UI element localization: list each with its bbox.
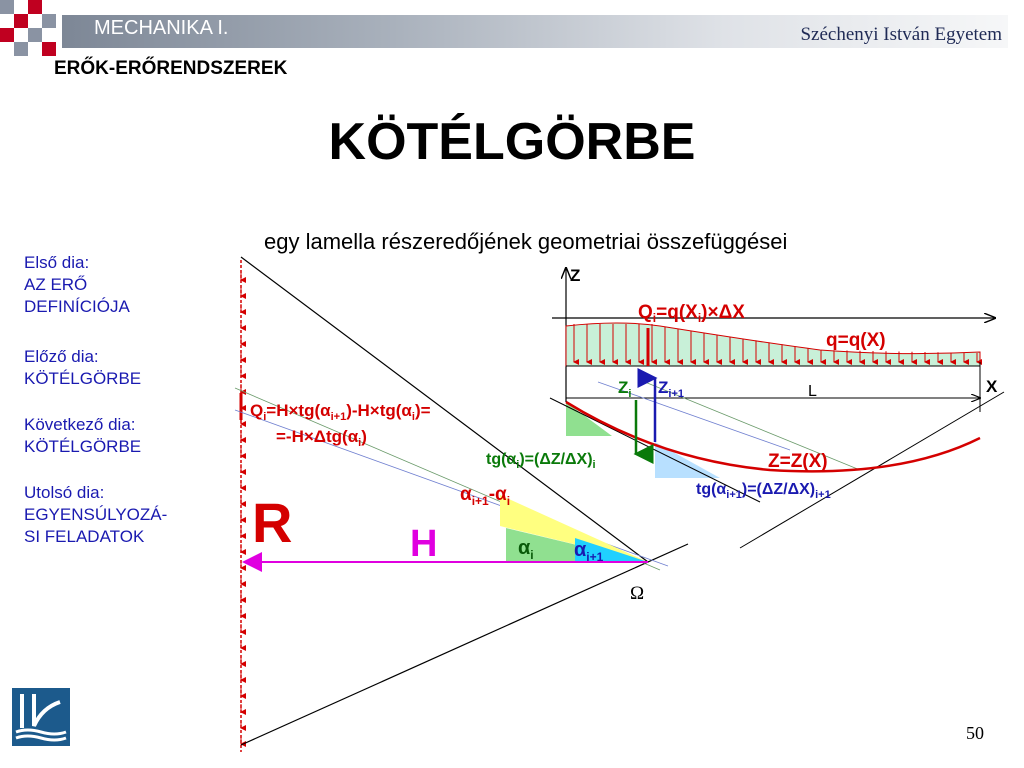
ray-bottom	[241, 544, 688, 745]
qi-equation-line2: $=-H\times\Delta tg(\alpha_i)$	[276, 427, 367, 449]
nav-next-label: Következő dia:	[24, 415, 136, 434]
chapter-title: ERŐK-ERŐRENDSZEREK	[54, 58, 288, 79]
diagram-caption: egy lamella részeredőjének geometriai összefüggései	[264, 229, 788, 254]
nav-last-target-2: SI FELADATOK	[24, 527, 145, 546]
load-formula: $Q_i=q(X_i)\times\Delta X$	[638, 302, 745, 325]
nav-last-label: Utolsó dia:	[24, 483, 105, 502]
z-axis-label: Z	[570, 266, 581, 285]
nav-first-target-1: AZ ERŐ	[24, 275, 88, 294]
resultant-label: R	[252, 491, 293, 554]
logo-icon	[12, 688, 70, 746]
angle-i1-label: $\alpha_{i+1}$	[574, 539, 604, 564]
load-function-label: q=q(X)	[826, 330, 886, 351]
nav-next-target: KÖTÉLGÖRBE	[24, 437, 142, 456]
beam-diagram	[550, 268, 1004, 548]
load-area	[566, 323, 980, 366]
slide-title: KÖTÉLGÖRBE	[328, 113, 696, 171]
angle-i-label: $\alpha_i$	[518, 537, 534, 562]
course-title: MECHANIKA I.	[94, 17, 229, 39]
qi-equation-line1: $Q_i=H\times tg(\alpha_{i+1})-H\times tg(\alpha_i)=$	[250, 401, 431, 423]
nav-first-target-2: DEFINÍCIÓJA	[24, 297, 130, 316]
nav-previous-target: KÖTÉLGÖRBE	[24, 369, 142, 388]
curve-label: Z=Z(X)	[768, 451, 828, 472]
horizontal-label: H	[410, 523, 438, 565]
nav-last-target-1: EGYENSÚLYOZÁ-	[24, 505, 168, 524]
zi-label: $Z_i$	[618, 378, 632, 400]
length-label: L	[808, 383, 817, 400]
nav-first-label: Első dia:	[24, 253, 90, 272]
pole-label: Ω	[630, 583, 645, 604]
zi1-label: $Z_{i+1}$	[658, 378, 684, 400]
university-name: Széchenyi István Egyetem	[800, 24, 1002, 45]
tg-i-formula: $tg(\alpha_i)=(\Delta Z/\Delta X)_i$	[486, 451, 596, 471]
tg-i1-formula: $tg(\alpha_{i+1})=(\Delta Z/\Delta X)_{i+1}$	[696, 481, 831, 501]
nav-previous-label: Előző dia:	[24, 347, 99, 366]
angle-diff-label: $\alpha_{i+1}-\alpha_i$	[460, 484, 511, 508]
x-axis-label: X	[986, 377, 998, 396]
university-logo	[12, 688, 70, 746]
page-number: 50	[966, 723, 984, 743]
